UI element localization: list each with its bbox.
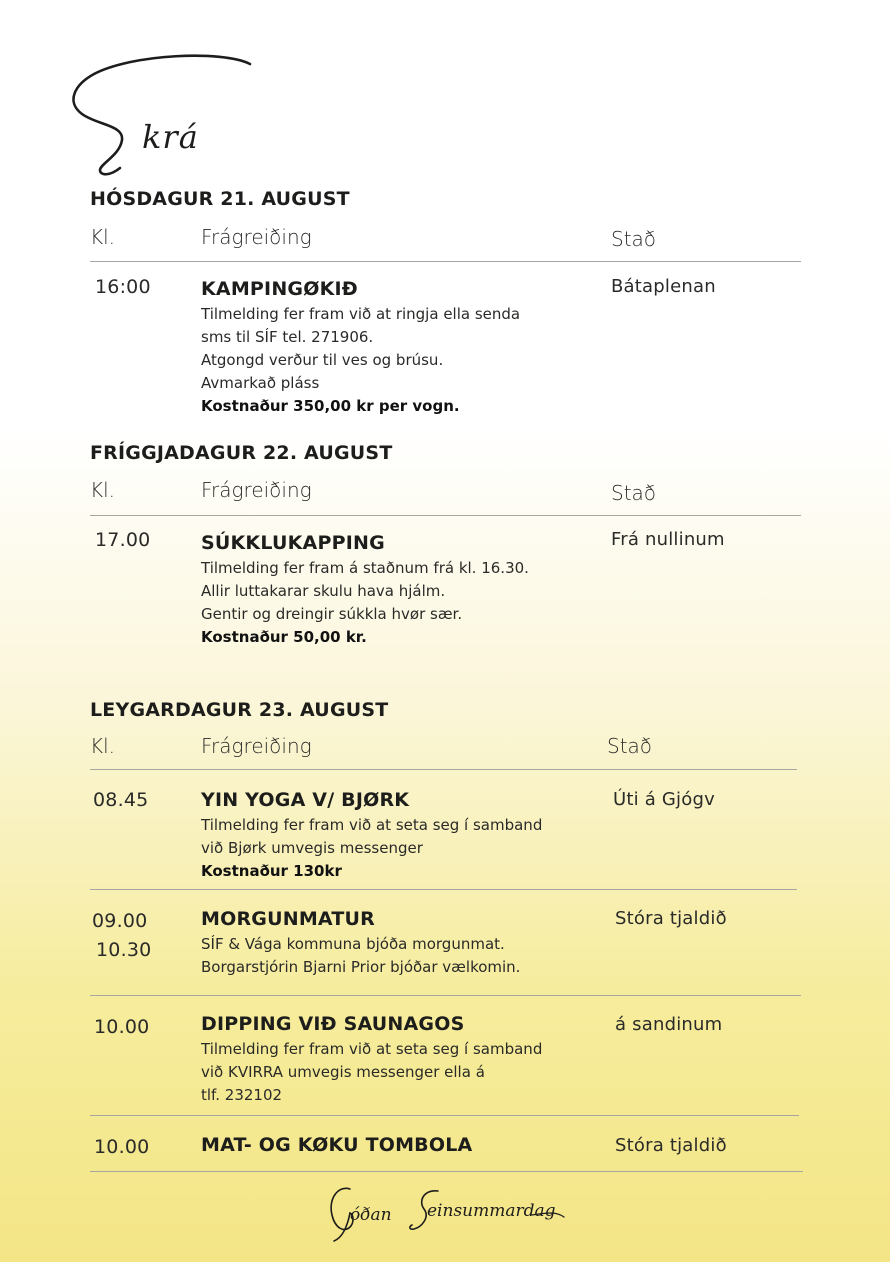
event-divider xyxy=(90,995,801,996)
event-place: á sandinum xyxy=(615,1014,723,1035)
event-time-end: 10.30 xyxy=(96,939,152,961)
event-tombola xyxy=(201,1133,596,1159)
column-header-description: Frágreiðing xyxy=(201,734,312,758)
event-detail-line: Atgongd verður til ves og brúsu. xyxy=(201,351,444,369)
column-header-time: Kl. xyxy=(90,478,116,502)
event-detail-line: Tilmelding fer fram við at ringja ella senda xyxy=(201,305,521,323)
event-title: MAT- OG KØKU TOMBOLA xyxy=(201,1134,473,1156)
day-heading-saturday: LEYGARDAGUR 23. AUGUST xyxy=(90,699,389,721)
column-header-time: Kl. xyxy=(90,734,116,758)
event-place: Stóra tjaldið xyxy=(615,1135,727,1156)
column-header-description: Frágreiðing xyxy=(201,225,312,249)
event-divider xyxy=(90,1171,803,1172)
event-cost: Kostnaður 130kr xyxy=(201,862,342,880)
event-time: 08.45 xyxy=(93,789,149,811)
event-detail-line: Borgarstjórin Bjarni Prior bjóðar vælkomin. xyxy=(201,958,521,976)
event-detail-line: sms til SÍF tel. 271906. xyxy=(201,328,374,346)
event-title: MORGUNMATUR xyxy=(201,908,375,930)
event-time: 17.00 xyxy=(95,529,151,551)
event-cost: Kostnaður 350,00 kr per vogn. xyxy=(201,397,460,415)
event-place: Frá nullinum xyxy=(611,529,725,550)
event-time: 10.00 xyxy=(94,1136,150,1158)
event-time: 10.00 xyxy=(94,1016,150,1038)
event-title: DIPPING VIÐ SAUNAGOS xyxy=(201,1013,465,1035)
skra-logo xyxy=(72,52,262,182)
event-morgunmatur xyxy=(201,907,596,979)
event-place: Bátaplenan xyxy=(611,276,716,297)
event-time: 09.00 xyxy=(92,910,148,932)
skra-logo-text: krá xyxy=(142,118,199,156)
event-title: KAMPINGØKIÐ xyxy=(201,278,358,300)
event-detail-line: Tilmelding fer fram við at seta seg í samband xyxy=(201,816,543,834)
event-detail-line: Avmarkað pláss xyxy=(201,374,320,392)
column-header-place: Stað xyxy=(607,734,653,758)
event-time: 16:00 xyxy=(95,276,151,298)
event-detail-line: við KVIRRA umvegis messenger ella á xyxy=(201,1063,485,1081)
event-divider xyxy=(90,1115,799,1116)
event-detail-line: Tilmelding fer fram á staðnum frá kl. 16.30. xyxy=(201,559,529,577)
event-kampingokid xyxy=(201,277,596,418)
day-heading-friday: FRÍGGJADAGUR 22. AUGUST xyxy=(90,442,393,464)
header-divider xyxy=(90,261,801,262)
day-heading-thursday: HÓSDAGUR 21. AUGUST xyxy=(90,188,350,210)
skra-logo-flourish xyxy=(72,52,262,182)
header-divider xyxy=(90,769,797,770)
column-header-place: Stað xyxy=(611,227,657,251)
event-title: SÚKKLUKAPPING xyxy=(201,532,385,554)
column-header-time: Kl. xyxy=(90,225,116,249)
column-header-description: Frágreiðing xyxy=(201,478,312,502)
event-cost: Kostnaður 50,00 kr. xyxy=(201,628,367,646)
header-divider xyxy=(90,515,801,516)
event-place: Stóra tjaldið xyxy=(615,908,727,929)
event-divider xyxy=(90,889,797,890)
signature-text-part2: einsummardag xyxy=(427,1201,556,1221)
event-sukklukapping xyxy=(201,531,596,649)
event-title: YIN YOGA V/ BJØRK xyxy=(201,789,410,811)
event-yin-yoga xyxy=(201,788,596,883)
event-detail-line: tlf. 232102 xyxy=(201,1086,283,1104)
signature-text-part1: óðan xyxy=(350,1205,392,1225)
event-detail-line: SÍF & Vága kommuna bjóða morgunmat. xyxy=(201,935,505,953)
event-detail-line: Tilmelding fer fram við at seta seg í samband xyxy=(201,1040,543,1058)
event-detail-line: við Bjørk umvegis messenger xyxy=(201,839,423,857)
event-detail-line: Allir luttakarar skulu hava hjálm. xyxy=(201,582,446,600)
event-detail-line: Gentir og dreingir súkkla hvør sær. xyxy=(201,605,463,623)
column-header-place: Stað xyxy=(611,481,657,505)
event-dipping xyxy=(201,1012,596,1107)
footer-signature xyxy=(320,1183,580,1245)
event-place: Úti á Gjógv xyxy=(613,789,715,810)
